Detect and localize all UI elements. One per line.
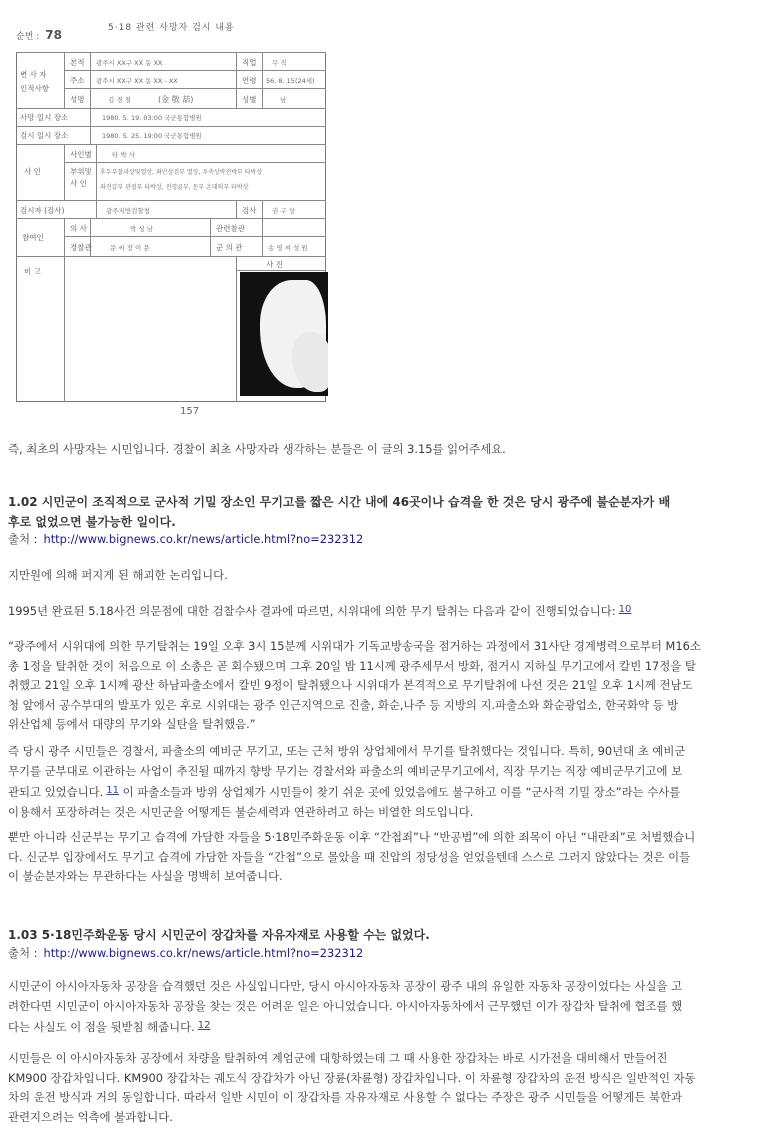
label-prosecutor: 검사: [242, 206, 257, 215]
value-exam-place: 1980. 5. 25. 19:00 국군통합병원: [102, 132, 202, 140]
section-2-heading: 1.03 5·18민주화운동 당시 시민군이 장갑차를 자유자재로 사용할 수는 없었다.: [8, 928, 430, 942]
label-related: 관련참관: [216, 224, 245, 233]
label-photo: 사 진: [266, 260, 283, 269]
label-military-doctor: 군 의 관: [216, 243, 243, 252]
document-title: 5·18 관련 사망자 검시 내용: [108, 23, 235, 33]
label-examiner: 검시자 (검사): [20, 206, 65, 215]
label-sex: 성별: [242, 95, 257, 104]
value-cause-parts-1: 후두부찰과상및열상, 좌안상검부 열상, 우측상박전박부 타박상: [100, 169, 263, 176]
section-2-paragraph-1: 시민군이 아시아자동차 공장을 습격했던 것은 사실입니다만, 당시 아시아자동차 공장이 광주 내의 유일한 자동차 공장이었다는 사실을 고 려한다면 시민군이 아시아자동차 공장을 찾는 것은 어려운 일은 아니었습니다. 아시아자동차에서 근무했던 이가 장갑차 탈취에 협조를 했 다는 사실도 이 점을 뒷받침 해줍니다. 12: [8, 979, 683, 1034]
scanned-document-image: [10, 4, 328, 418]
label-age: 연령: [242, 76, 257, 85]
value-age: 56. 8. 15(24세): [266, 77, 315, 85]
value-address: 광주시 XX구 XX 동 XX - XX: [96, 77, 178, 85]
value-death-place: 1980. 5. 19. 03:00 국군통합병원: [102, 114, 202, 122]
label-job: 직업: [242, 58, 257, 67]
section-1-heading: 1.02 시민군이 조직적으로 군사적 기밀 장소인 무기고를 짧은 시간 내에 46곳이나 습격을 한 것은 당시 광주에 불순분자가 배 후로 없었으면 불가능한 일이다.: [8, 495, 671, 529]
value-job: 무 직: [272, 59, 287, 67]
label-cause-category: 사인별: [70, 150, 92, 159]
label-attendees: 참여인: [22, 233, 44, 242]
section-1-source: 출처 : http://www.bignews.co.kr/news/article.html?no=232312: [8, 532, 364, 546]
label-deceased-info: 변 사 자 인적사항: [20, 70, 49, 93]
footnote-ref-12[interactable]: 12: [197, 1020, 211, 1031]
label-exam-place: 검시 일시 장소: [20, 131, 69, 140]
value-name: 김 경 철: [108, 96, 131, 104]
intro-paragraph: 즉, 최초의 사망자는 시민입니다. 경찰이 최초 사망자라 생각하는 분들은 이 글의 3.15를 읽어주세요.: [8, 442, 506, 456]
section-1-paragraph-2: 1995년 완료된 5.18사건 의문점에 대한 검찰수사 결과에 따르면, 시위대에 의한 무기 탈취는 다음과 같이 진행되었습니다: 10: [8, 604, 632, 618]
value-cause-category: 타 박 사: [112, 151, 135, 159]
value-prosecutor: 권 구 상: [272, 207, 295, 215]
section-2-source: 출처 : http://www.bignews.co.kr/news/article.html?no=232312: [8, 946, 364, 960]
value-domicile: 광주시 XX구 XX 동 XX: [96, 59, 163, 67]
label-domicile: 본적: [70, 58, 85, 67]
value-doctor: 박 성 남: [130, 225, 153, 233]
section-1-paragraph-5: 뿐만 아니라 신군부는 무기고 습격에 가담한 자들을 5·18민주화운동 이후 “간첩죄”나 “반공법”에 의한 죄목이 아닌 “내란죄”로 처벌했습니 다. 신군부 입장에서도 무기고 습격에 가담한 자들을 “간첩”으로 몰았을 때 진압의 정당성을 얻었을텐데 스스로 그러지 않았다는 것은 이들 이 불순분자와는 무관하다는 사실을 명백히 보여줍니다.: [8, 830, 696, 883]
label-cause-parts: 부위및 사 인: [70, 167, 92, 188]
section-1-source-link[interactable]: http://www.bignews.co.kr/news/article.html?no=232312: [43, 532, 364, 546]
section-1-paragraph-1: 지만원에 의해 퍼지게 된 해괴한 논리입니다.: [8, 568, 228, 582]
value-name-hanja: (金 敬 喆): [158, 95, 194, 104]
deceased-photo: [240, 272, 328, 396]
page-number: 157: [180, 406, 200, 417]
value-examiner: 광주지방검찰청: [106, 207, 150, 215]
footnote-ref-11[interactable]: 11: [106, 785, 120, 796]
label-address: 주소: [70, 76, 85, 85]
section-2-source-link[interactable]: http://www.bignews.co.kr/news/article.html?no=232312: [43, 946, 364, 960]
section-1-quote: “광주에서 시위대에 의한 무기탈취는 19일 오후 3시 15분께 시위대가 기독교방송국을 점거하는 과정에서 31사단 경계병력으로부터 M16소 총 1정을 탈취한 것이 처음으로 이 소총은 곧 회수됐으며 그후 20일 밤 11시께 광주세무서 방화, 점거시 지하실 무기고에서 칼빈 17정을 탈 취했고 21일 오후 1시께 광산 하남파출소에서 칼빈 9정이 탈취됐으나 시위대가 본격적으로 무기탈취에 나선 것은 21일 오후 1시께 전남도 청 앞에서 공수부대의 발포가 있은 후로 시위대는 광주 인근지역으로 진출, 화순,나주 등 지방의 지.파출소와 화순광업소, 한국화약 등 방 위산업체 등에서 대량의 무기와 실탄을 탈취했음.”: [8, 639, 701, 731]
footnote-ref-10[interactable]: 10: [618, 604, 632, 615]
label-remarks: 비 고: [24, 267, 41, 276]
label-cause: 사 인: [24, 167, 41, 176]
value-cause-parts-2: 좌견갑부 관절부 타박상, 전경골부, 둔부 온대퇴부 타박상: [100, 184, 249, 191]
value-military-doctor: 송 영 씨 성 원: [268, 244, 308, 252]
label-name: 성명: [70, 95, 85, 104]
section-1-paragraph-4: 즉 당시 광주 시민들은 경찰서, 파출소의 예비군 무기고, 또는 근처 방위 상업체에서 무기를 탈취했다는 것입니다. 특히, 90년대 초 예비군 무기를 군부대로 이관하는 사업이 추진될 때까지 향방 무기는 경찰서와 파출소의 예비군무기고에서, 직장 무기는 직장 예비군무기고에 보 관되고 있었습니다. 11 이 파출소들과 방위 상업체가 시민들이 찾기 쉬운 곳에 있었음에도 불구하고 이를 “군사적 기밀 장소”라는 수사를 이용해서 포장하려는 것은 시민군을 어떻게든 불순세력과 연관하려고 하는 비열한 의도입니다.: [8, 744, 686, 819]
label-doctor: 의 사: [70, 224, 87, 233]
label-death-place: 사망 일시 장소: [20, 113, 69, 122]
section-2-paragraph-2: 시민들은 이 아시아자동차 공장에서 차량을 탈취하여 계엄군에 대항하였는데 그 때 사용한 장갑차는 바로 시가전을 대비해서 만들어진 KM900 장갑차입니다. KM900 장갑차는 궤도식 장갑차가 아닌 장륜(차륜형) 장갑차입니다. 이 차륜형 장갑차의 운전 방식은 일반적인 자동 차의 운전 방식과 거의 동일합니다. 따라서 일반 시민이 이 장갑차를 자유자재로 사용할 수 없다는 주장은 광주 시민들을 어떻게든 북한과 관련지으려는 억측에 불과합니다.: [8, 1051, 696, 1124]
value-police: 문 씨 장 이 문: [110, 244, 150, 252]
value-sex: 남: [280, 96, 287, 104]
label-police: 경찰관: [70, 243, 92, 252]
record-number: 순번 : 78: [16, 28, 62, 42]
